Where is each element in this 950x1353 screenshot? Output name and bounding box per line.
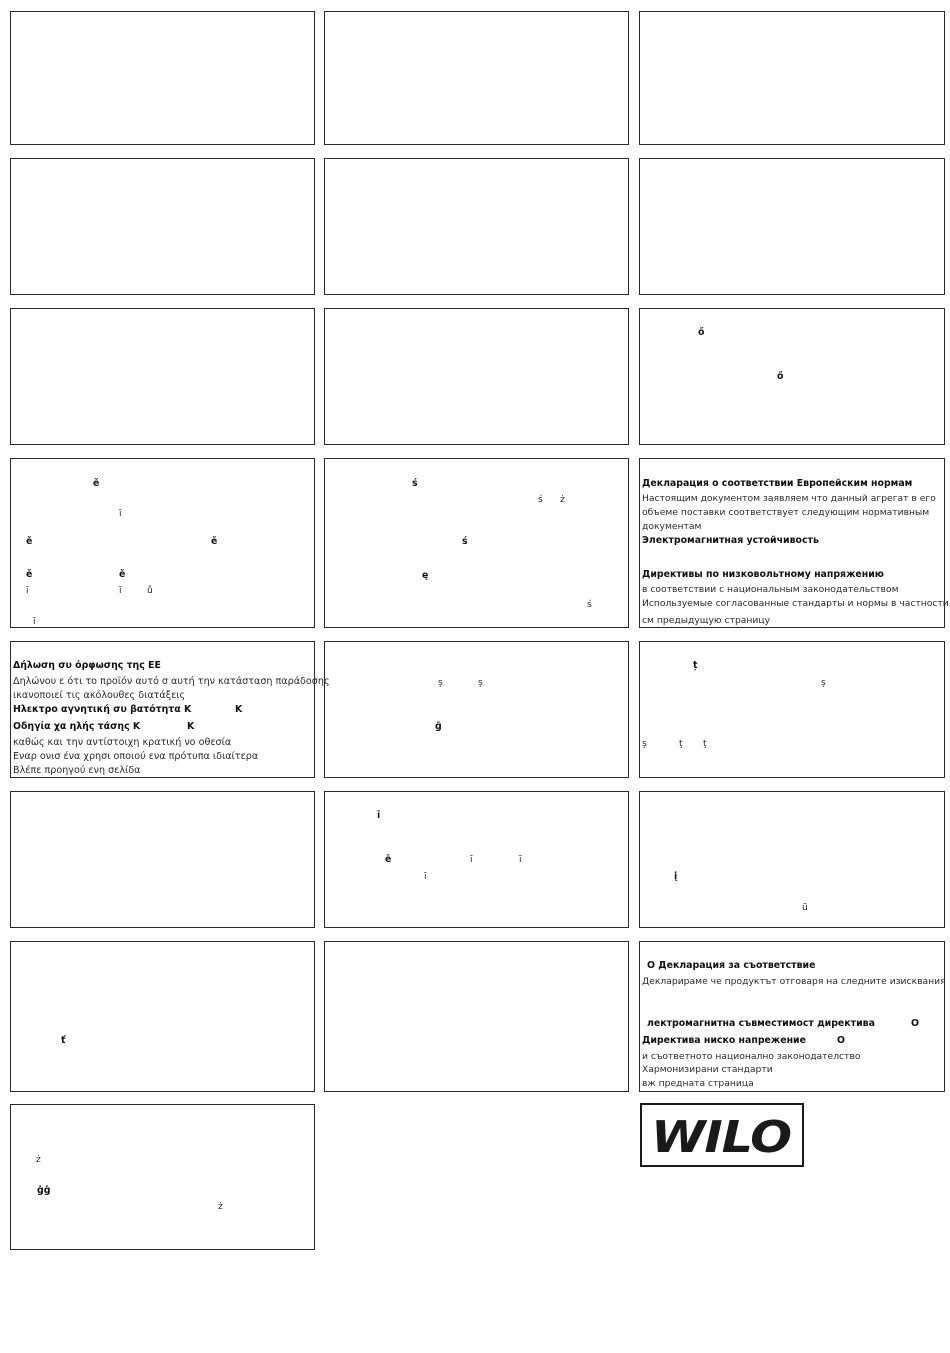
declaration-title: Декларация о соответствии Европейским нормам	[642, 478, 913, 489]
glyph-text: ğ	[435, 721, 442, 732]
glyph-text: ī	[33, 616, 36, 627]
declaration-text: Хармонизирани стандарти	[642, 1064, 773, 1075]
glyph-text: ś	[412, 478, 418, 489]
declaration-text: объеме поставки соответствует следующим нормативным	[642, 507, 930, 518]
glyph-text: ě	[26, 569, 33, 580]
glyph-text: ů	[147, 585, 153, 596]
declaration-text: Δηλώνου ε ότι το προϊόν αυτό σ αυτή την κατάσταση παράδοσης	[13, 676, 330, 687]
wilo-logo	[640, 1103, 804, 1167]
glyph-text: ő	[698, 327, 705, 338]
directive-code: О	[837, 1035, 845, 1046]
declaration-text: Εναρ ονισ ένα χρησι οποιού ενα πρότυπα ιδιαίτερα	[13, 751, 259, 762]
glyph-text: ę	[422, 570, 429, 581]
declaration-box-r6c3	[639, 791, 945, 928]
declaration-text: Настоящим документом заявляем что данный агрегат в его	[642, 493, 936, 504]
declaration-box-r4c2	[324, 458, 629, 628]
declaration-box-r2c2	[324, 158, 629, 295]
glyph-text: ē	[385, 854, 392, 865]
glyph-text: ţ	[703, 738, 707, 749]
declaration-box-r5c2	[324, 641, 629, 778]
glyph-text: ş	[478, 677, 483, 688]
glyph-text: ț	[693, 660, 698, 671]
glyph-text: ě	[211, 536, 218, 547]
declaration-box-r1c1	[10, 11, 315, 145]
declaration-title: О Декларация за съответствие	[647, 960, 816, 971]
declaration-box-r2c1	[10, 158, 315, 295]
glyph-text: ţ	[679, 738, 683, 749]
glyph-text: ş	[642, 738, 647, 749]
glyph-text: ś	[538, 494, 543, 505]
declaration-box-r7c2	[324, 941, 629, 1092]
glyph-text: ě	[26, 536, 33, 547]
glyph-text: ū	[802, 902, 808, 913]
emc-directive-label: Электромагнитная устойчивость	[642, 535, 819, 546]
declaration-box-r6c2	[324, 791, 629, 928]
declaration-box-r7c1	[10, 941, 315, 1092]
declaration-text: документам	[642, 521, 702, 532]
declaration-text: Декларираме че продуктът отговаря на следните изисквания	[642, 976, 946, 987]
declaration-text: Используемые согласованные стандарты и нормы в частности	[642, 598, 949, 609]
glyph-text: ő	[777, 371, 784, 382]
glyph-text: ś	[587, 599, 592, 610]
glyph-text: ě	[93, 478, 100, 489]
glyph-text: ġġ	[37, 1185, 51, 1196]
declaration-box-r8c1	[10, 1104, 315, 1250]
glyph-text: ī	[470, 854, 473, 865]
glyph-text: ś	[462, 536, 468, 547]
declaration-text: и съответното национално законодателство	[642, 1051, 861, 1062]
declaration-box-r5c3	[639, 641, 945, 778]
declaration-box-r3c3	[639, 308, 945, 445]
glyph-text: ī	[119, 508, 122, 519]
glyph-text: ī	[519, 854, 522, 865]
glyph-text: ş	[438, 677, 443, 688]
glyph-text: ş	[821, 677, 826, 688]
lvd-directive-label: Директива ниско напрежение	[642, 1035, 806, 1046]
emc-directive-label: Ηλεκτρο αγνητική συ βατότητα Κ	[13, 704, 192, 715]
glyph-text: ż	[36, 1154, 41, 1165]
lvd-directive-label: Директивы по низковольтному напряжению	[642, 569, 884, 580]
declaration-title: Δήλωση συ όρφωσης της ΕΕ	[13, 660, 161, 671]
declaration-text: см предыдущую страницу	[642, 615, 771, 626]
declaration-box-r2c3	[639, 158, 945, 295]
declaration-text: ικανοποιεί τις ακόλουθες διατάξεις	[13, 690, 186, 701]
glyph-text: ż	[560, 494, 565, 505]
directive-code: Κ	[235, 704, 243, 715]
glyph-text: ī	[424, 871, 427, 882]
glyph-text: ť	[61, 1035, 66, 1046]
directive-code: Κ	[187, 721, 195, 732]
emc-directive-label: лектромагнитна съвместимост директива	[647, 1018, 875, 1029]
declaration-box-r3c1	[10, 308, 315, 445]
wilo-logo-text: WILO	[651, 1112, 791, 1163]
lvd-directive-label: Οδηγία χα ηλής τάσης Κ	[13, 721, 141, 732]
declaration-text: Βλέπε προηγού ενη σελίδα	[13, 765, 141, 776]
glyph-text: į	[674, 871, 678, 882]
declaration-text: вж предната страница	[642, 1078, 754, 1089]
glyph-text: ī	[26, 585, 29, 596]
declaration-text: в соответствии с национальным законодательством	[642, 584, 899, 595]
glyph-text: ī	[377, 810, 381, 821]
declaration-box-r1c3	[639, 11, 945, 145]
glyph-text: ī	[119, 585, 122, 596]
glyph-text: ż	[218, 1201, 223, 1212]
declaration-text: καθώς και την αντίστοιχη κρατική νο οθεσία	[13, 737, 232, 748]
glyph-text: ě	[119, 569, 126, 580]
declaration-box-r1c2	[324, 11, 629, 145]
directive-code: О	[911, 1018, 919, 1029]
declaration-box-r3c2	[324, 308, 629, 445]
declaration-box-r6c1	[10, 791, 315, 928]
declaration-box-r4c1	[10, 458, 315, 628]
